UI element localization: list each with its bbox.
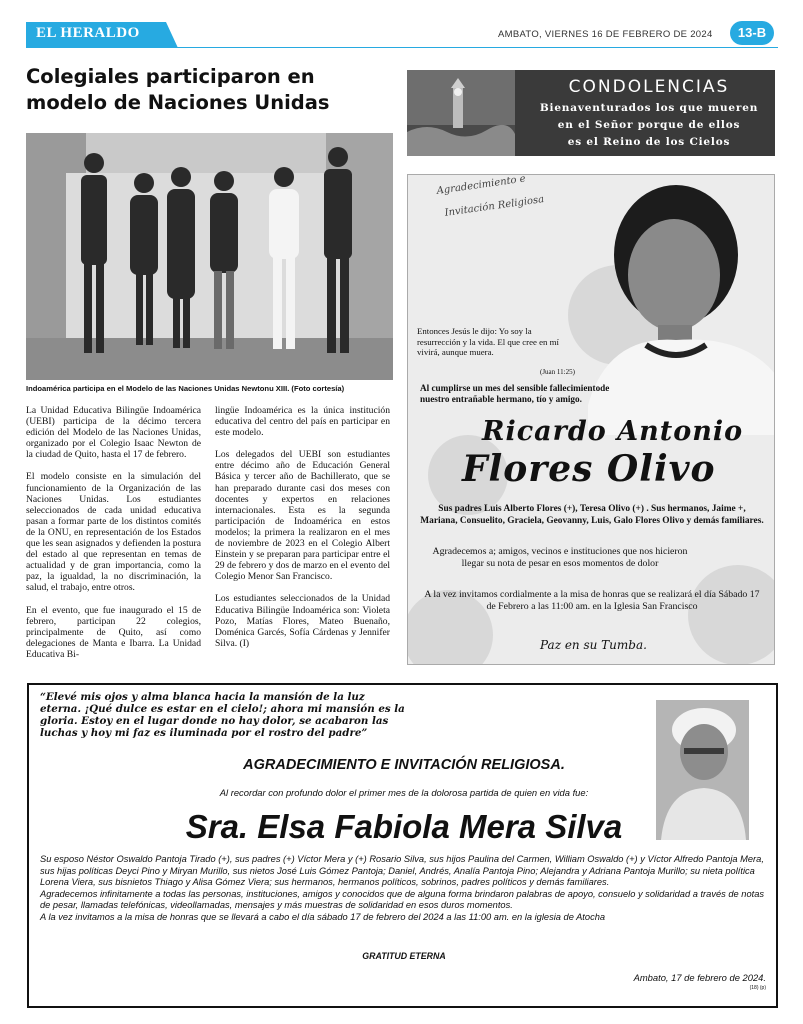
deceased-name: Sra. Elsa Fabiola Mera Silva: [185, 808, 623, 845]
gratitude-line: GRATITUD ETERNA: [362, 951, 446, 961]
article-paragraph: La Unidad Educativa Bilingüe Indoamérica (UEBI) participa de la décimo tercera edición del Modelo de las Naciones Unidas, organizado por el Colegio Isaac Newton de la ciudad de Quito, hasta el 17 de febrero.: [26, 405, 201, 461]
card-heading-line: Invitación Religiosa: [444, 194, 545, 219]
article-paragraph: El modelo consiste en la simulación del funcionamiento de la Organización de las Naciones Unidas. Los estudiantes seleccionados de cada unidad educativa pasan a formar parte de los distintos comités de la ONU, en representación de los Estados que les sean asignados y defienden la postura del estado al que representan en temas de actualidad y de gran importancia, como la paz, la igualdad, la no discriminación, la salud, el trabajo, entre otros.: [26, 471, 201, 594]
card-thanks: Agradecemos a; amigos, vecinos e instituciones que nos hicieron llegar su nota de pesar en esos momentos de dolor: [432, 546, 688, 569]
verse-reference: (Juan 11:25): [540, 368, 575, 376]
obituary-date: Ambato, 17 de febrero de 2024.: [633, 972, 766, 983]
article-column-2: [215, 405, 390, 660]
header-rule: [160, 47, 778, 48]
bible-verse: Entonces Jesús le dijo: Yo soy la resurrección y la vida. El que cree en mí vivirá, aunque muera.: [417, 326, 559, 357]
article-paragraph: lingüe Indoamérica es la única institución educativa del centro del país en participar en este modelo.: [215, 405, 390, 439]
condolences-title: CONDOLENCIAS: [568, 77, 730, 97]
header-date: AMBATO, VIERNES 16 DE FEBRERO DE 2024: [498, 29, 713, 40]
obituary-paragraph: Agradecemos infinitamente a todas las personas, instituciones, amigos y conocidos que de alguna forma brindaron palabras de apoyo, consuelo y solidaridad a través de notas de pesar, llamadas telefónicas, videollamadas, mensajes y más muestras de solidaridad en esos duros momentos.: [40, 888, 765, 911]
students-photo: [26, 133, 393, 380]
deceased-first-names: Ricardo Antonio: [482, 416, 744, 447]
article-column-1: [26, 405, 201, 671]
obituary-heading: AGRADECIMIENTO E INVITACIÓN RELIGIOSA.: [243, 757, 565, 773]
condolences-line: es el Reino de los Cielos: [567, 136, 731, 148]
deceased-surnames: Flores Olivo: [462, 448, 716, 490]
obituary-quote: “Elevé mis ojos y alma blanca hacia la mansión de la luz eterna. ¡Qué dulce es estar en el cielo!; ahora mi mansión es la gloria. Estoy en el lugar donde no hay dolor, se acabaron las luchas y hoy mi faz es iluminada por el rostro del padre”: [40, 691, 405, 739]
article-paragraph: Los delegados del UEBI son estudiantes entre décimo año de Educación General Básica y tercer año de Bachillerato, que se han preparado durante casi dos meses con docentes y expertos en relaciones internacionales. Esta es la segunda participación de Indoamérica en estos modelos; la primera la realizaron en el mes de noviembre de 2023 en el Colegio Albert Einstein y se preparan para participar entre el 29 de febrero y dos de marzo en el evento del Colegio Menor San Francisco.: [215, 449, 390, 583]
condolences-line: en el Señor porque de ellos: [557, 119, 741, 131]
obituary-body: [40, 854, 768, 924]
family-list: Sus padres Luis Alberto Flores (+), Teresa Olivo (+) . Sus hermanos, Jaime +, Mariana, Consuelito, Graciela, Geovanny, Luis, Galo Flores Olivo y demás familiares.: [420, 504, 764, 526]
obituary-intro: Al recordar con profundo dolor el primer mes de la dolorosa partida de quien en vida fue:: [219, 787, 589, 798]
obituary-paragraph: A la vez invitamos a la misa de honras que se llevará a cabo el día sábado 17 de febrero del 2024 a las 11:00 am. en la iglesia de Atocha: [40, 911, 606, 922]
card-intro: Al cumplirse un mes del sensible fallecimientode nuestro entrañable hermano, tío y amigo.: [420, 383, 610, 404]
article-headline: Colegiales participaron en modelo de Naciones Unidas: [26, 65, 330, 114]
photo-caption: Indoamérica participa en el Modelo de las Naciones Unidas Newtonu XIII. (Foto cortesía): [26, 384, 345, 393]
article-paragraph: Los estudiantes seleccionados de la Unidad Educativa Bilingüe Indoamérica son: Violeta Pozo, Matías Flores, Mateo Buenaño, Doménica Garcés, Sofía Cárdenas y Jennifer Silva. (I): [215, 593, 390, 649]
students-photo-illustration: [26, 133, 393, 380]
condolences-line: Bienaventurados los que mueren: [539, 102, 759, 114]
rest-in-peace: Paz en su Tumba.: [540, 638, 647, 652]
mass-invitation: A la vez invitamos cordialmente a la misa de honras que se realizará el día Sábado 17 de Febrero a las 11:00 am. en la Iglesia San Francisco: [424, 589, 760, 612]
ad-code: (18) (p): [749, 985, 766, 991]
card-heading-line: Agradecimiento e: [436, 173, 527, 197]
page-number-badge: 13-B: [730, 21, 774, 45]
article-paragraph: En el evento, que fue inaugurado el 15 de febrero, participan 22 colegios, principalmente de Quito, así como delegaciones de Manta e Ibarra. La Unidad Educativa Bi-: [26, 604, 201, 660]
newspaper-brand: EL HERALDO: [36, 25, 140, 41]
obituary-paragraph: Su esposo Néstor Oswaldo Pantoja Tirado (+), sus padres (+) Víctor Mera y (+) Rosario Silva, sus hijos Paulina del Carmen, William Oswaldo (+) y Víctor Alfredo Pantoja Mera, sus hijas políticas Deyci Pino y Miryan Murillo, sus nietos José Luis Gómez Pantoja; Daniel, Andrés, Analía Pantoja Pino; Alejandra y Adriana Pantoja Murillo; su nieta política Lorena Viera, sus bisnietos Thiago y Alisa Gómez Viera; sus hermanos, hermanos políticos, sobrinos, padres políticos y demás familiares.: [40, 854, 764, 888]
